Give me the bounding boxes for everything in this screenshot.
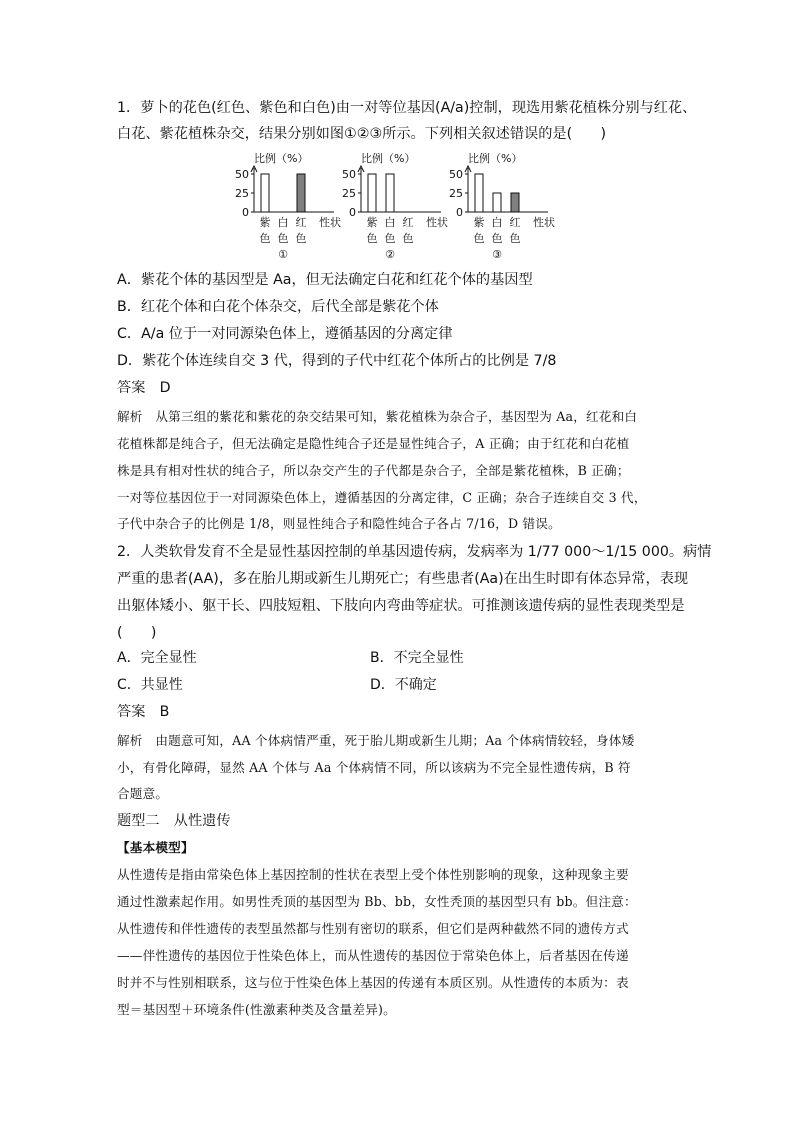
question1-option-d: D．紫花个体连续自交 3 代，得到的子代中红花个体所占的比例是 7/8 (117, 353, 557, 369)
bar-chart (228, 150, 341, 261)
y-axis-label: 比例（%） (468, 152, 523, 165)
y-tick-label: 50 (342, 168, 356, 181)
x-tick-label: 色 (295, 232, 307, 245)
answer-label: 答案 (117, 704, 146, 720)
bar-紫色 (475, 174, 483, 212)
x-tick-label: 色 (384, 232, 396, 245)
x-tick-label: 紫 (473, 216, 485, 229)
x-tick-label: 白 (384, 216, 396, 229)
x-axis-label: 性状 (533, 216, 555, 229)
section-model-label: 【基本模型】 (117, 840, 194, 855)
chart-panel-label: ① (278, 248, 288, 261)
x-tick-label: 色 (491, 232, 503, 245)
y-tick-label: 25 (235, 187, 249, 200)
question2-stem-line: 严重的患者(AA)，多在胎儿期或新生儿期死亡；有些患者(Aa)在出生时即有体态异常，表现 (117, 571, 689, 587)
answer-value: B (159, 704, 170, 720)
section-paragraph-line: 型＝基因型＋环境条件(性激素种类及含量差异)。 (117, 1002, 396, 1017)
x-tick-label: 紫 (366, 216, 378, 229)
y-tick-label: 50 (235, 168, 249, 181)
section-title: 题型二 从性遗传 (117, 813, 231, 829)
x-axis-label: 性状 (319, 216, 341, 229)
bar-红色 (297, 174, 305, 212)
x-tick-label: 色 (366, 232, 378, 245)
y-axis-label: 比例（%） (254, 152, 309, 165)
question2-option-d: D．不确定 (370, 677, 437, 693)
x-tick-label: 白 (491, 216, 503, 229)
chart-3 (442, 150, 555, 261)
bar-白色 (386, 174, 394, 212)
question1-option-c: C．A/a 位于一对同源染色体上，遵循基因的分离定律 (117, 326, 453, 342)
y-axis-label: 比例（%） (361, 152, 416, 165)
x-tick-label: 红 (509, 216, 521, 229)
question2-stem-line: 出躯体矮小、躯干长、四肢短粗、下肢向内弯曲等症状。可推测该遗传病的显性表现类型是 (117, 598, 685, 614)
x-tick-label: 白 (277, 216, 289, 229)
y-tick-label: 0 (242, 206, 249, 219)
bar-chart (335, 150, 448, 261)
y-tick-label: 25 (342, 187, 356, 200)
question1-analysis-line: 解析 从第三组的紫花和紫花的杂交结果可知，紫花植株为杂合子，基因型为 Aa，红花和白 (117, 409, 638, 424)
x-tick-label: 色 (277, 232, 289, 245)
x-tick-label: 色 (509, 232, 521, 245)
bar-红色 (511, 193, 519, 212)
question1-analysis-line: 子代中杂合子的比例是 1/8，则显性纯合子和隐性纯合子各占 7/16，D 错误。 (117, 516, 561, 531)
y-tick-label: 25 (449, 187, 463, 200)
question1-analysis-line: 一对等位基因位于一对同源染色体上，遵循基因的分离定律，C 正确；杂合子连续自交 3 代， (117, 490, 647, 505)
x-tick-label: 色 (259, 232, 271, 245)
question1-option-a: A．紫花个体的基因型是 Aa，但无法确定白花和红花个体的基因型 (117, 272, 533, 288)
question2-analysis-line: 解析 由题意可知，AA 个体病情严重，死于胎儿期或新生儿期；Aa 个体病情较轻，身体矮 (117, 733, 635, 748)
chart-2 (335, 150, 448, 261)
chart-1 (228, 150, 341, 261)
chart-panel-label: ③ (492, 248, 502, 261)
question1-stem-line1: 1．萝卜的花色(红色、紫色和白色)由一对等位基因(A/a)控制，现选用紫花植株分别与红花、 (117, 100, 697, 116)
x-tick-label: 紫 (259, 216, 271, 229)
bar-紫色 (261, 174, 269, 212)
bar-chart (442, 150, 555, 261)
y-tick-label: 50 (449, 168, 463, 181)
question2-answer (117, 702, 169, 722)
x-tick-label: 色 (402, 232, 414, 245)
answer-label: 答案 (117, 380, 146, 396)
answer-value: D (159, 380, 171, 396)
section-paragraph-line: 从性遗传和伴性遗传的表型虽然都与性别有密切的联系，但它们是两种截然不同的遗传方式 (117, 921, 629, 936)
question2-stem-line: 2．人类软骨发育不全是显性基因控制的单基因遗传病，发病率为 1/77 000～1/15 000。病情 (117, 544, 712, 560)
question1-answer (117, 378, 171, 398)
chart-panel-label: ② (385, 248, 395, 261)
section-paragraph-line: ——伴性遗传的基因位于性染色体上，而从性遗传的基因位于常染色体上，后者基因在传递 (117, 948, 629, 963)
question1-option-b: B．红花个体和白花个体杂交，后代全部是紫花个体 (117, 299, 439, 315)
question1-analysis-line: 株是具有相对性状的纯合子，所以杂交产生的子代都是杂合子，全部是紫花植株，B 正确； (117, 463, 630, 478)
bar-白色 (493, 193, 501, 212)
x-tick-label: 色 (473, 232, 485, 245)
question2-stem-line: ( ) (117, 625, 157, 641)
question2-option-b: B．不完全显性 (370, 650, 464, 666)
question2-analysis-line: 小，有骨化障碍，显然 AA 个体与 Aa 个体病情不同，所以该病为不完全显性遗传病，B 符 (117, 760, 631, 775)
x-axis-label: 性状 (426, 216, 448, 229)
y-tick-label: 0 (349, 206, 356, 219)
question1-analysis-line: 花植株都是纯合子，但无法确定是隐性纯合子还是显性纯合子，A 正确；由于红花和白花植 (117, 436, 630, 451)
section-paragraph-line: 时并不与性别相联系，这与位于性染色体上基因的传递有本质区别。从性遗传的本质为：表 (117, 975, 629, 990)
question2-option-a: A．完全显性 (117, 650, 197, 666)
y-tick-label: 0 (456, 206, 463, 219)
section-paragraph-line: 通过性激素起作用。如男性秃顶的基因型为 Bb、bb，女性秃顶的基因型只有 bb。但注意： (117, 894, 637, 909)
question2-option-c: C．共显性 (117, 677, 183, 693)
bar-紫色 (368, 174, 376, 212)
question2-analysis-line: 合题意。 (117, 786, 169, 801)
question1-stem-line2: 白花、紫花植株杂交，结果分别如图①②③所示。下列相关叙述错误的是( ) (117, 126, 607, 142)
x-tick-label: 红 (402, 216, 414, 229)
section-paragraph-line: 从性遗传是指由常染色体上基因控制的性状在表型上受个体性别影响的现象，这种现象主要 (117, 867, 629, 882)
x-tick-label: 红 (295, 216, 307, 229)
